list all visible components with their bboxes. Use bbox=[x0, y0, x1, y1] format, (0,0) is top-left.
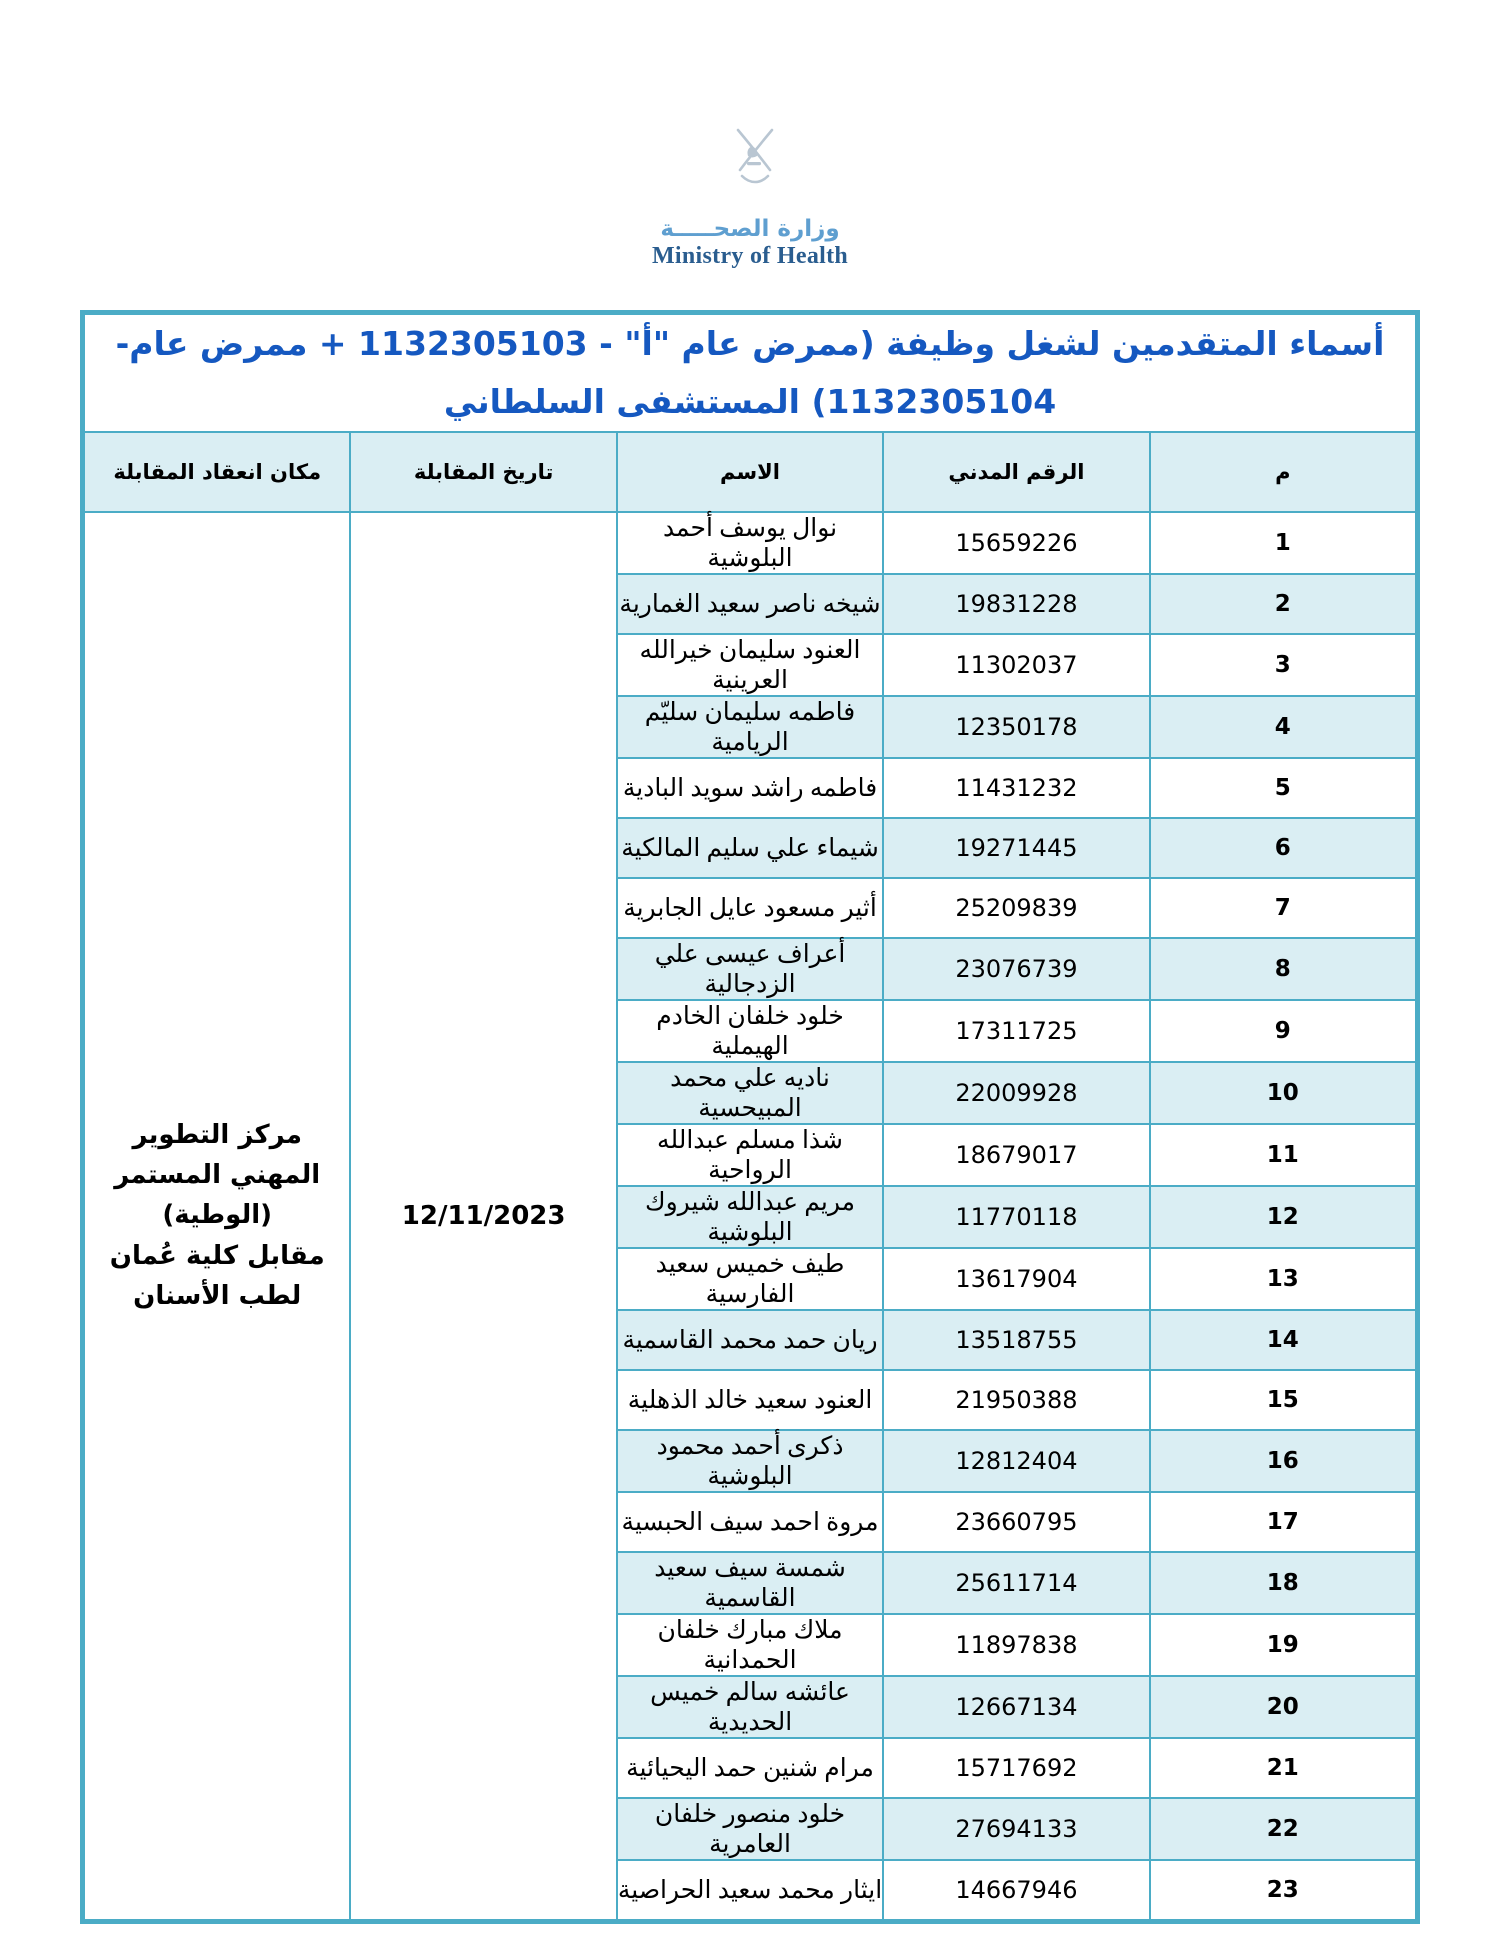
cell-name: العنود سعيد خالد الذهلية bbox=[617, 1370, 883, 1430]
cell-civil-number: 14667946 bbox=[883, 1860, 1149, 1920]
cell-civil-number: 23660795 bbox=[883, 1492, 1149, 1552]
cell-index: 6 bbox=[1150, 818, 1416, 878]
cell-name: ايثار محمد سعيد الحراصية bbox=[617, 1860, 883, 1920]
cell-civil-number: 25209839 bbox=[883, 878, 1149, 938]
cell-name: ذكرى أحمد محمود البلوشية bbox=[617, 1430, 883, 1492]
cell-index: 2 bbox=[1150, 574, 1416, 634]
table-row bbox=[84, 512, 1416, 574]
cell-civil-number: 19831228 bbox=[883, 574, 1149, 634]
cell-civil-number: 13617904 bbox=[883, 1248, 1149, 1310]
logo-arabic-text: وزارة الصحـــــة bbox=[660, 216, 840, 242]
interview-place-line: مركز التطوير المهني المستمر bbox=[114, 1119, 321, 1191]
applicants-table-body bbox=[84, 512, 1416, 1920]
cell-index: 12 bbox=[1150, 1186, 1416, 1248]
cell-interview-date: 12/11/2023 bbox=[350, 512, 616, 1920]
cell-index: 22 bbox=[1150, 1798, 1416, 1860]
cell-index: 10 bbox=[1150, 1062, 1416, 1124]
cell-civil-number: 25611714 bbox=[883, 1552, 1149, 1614]
cell-civil-number: 11897838 bbox=[883, 1614, 1149, 1676]
cell-index: 17 bbox=[1150, 1492, 1416, 1552]
cell-name: أعراف عيسى علي الزدجالية bbox=[617, 938, 883, 1000]
cell-civil-number: 12812404 bbox=[883, 1430, 1149, 1492]
cell-civil-number: 22009928 bbox=[883, 1062, 1149, 1124]
cell-civil-number: 19271445 bbox=[883, 818, 1149, 878]
cell-index: 3 bbox=[1150, 634, 1416, 696]
cell-civil-number: 11431232 bbox=[883, 758, 1149, 818]
cell-name: أثير مسعود عايل الجابرية bbox=[617, 878, 883, 938]
cell-name: عائشه سالم خميس الحديدية bbox=[617, 1676, 883, 1738]
cell-index: 1 bbox=[1150, 512, 1416, 574]
page-title: أسماء المتقدمين لشغل وظيفة (ممرض عام "أ" - 1132305103 + ممرض عام- 1132305104) المستشفى السلطاني bbox=[84, 314, 1416, 432]
cell-name: مريم عبدالله شيروك البلوشية bbox=[617, 1186, 883, 1248]
cell-civil-number: 17311725 bbox=[883, 1000, 1149, 1062]
cell-civil-number: 21950388 bbox=[883, 1370, 1149, 1430]
cell-index: 4 bbox=[1150, 696, 1416, 758]
cell-index: 16 bbox=[1150, 1430, 1416, 1492]
cell-civil-number: 27694133 bbox=[883, 1798, 1149, 1860]
cell-name: شذا مسلم عبدالله الرواحية bbox=[617, 1124, 883, 1186]
cell-name: نوال يوسف أحمد البلوشية bbox=[617, 512, 883, 574]
cell-civil-number: 13518755 bbox=[883, 1310, 1149, 1370]
cell-interview-place bbox=[84, 512, 350, 1920]
cell-civil-number: 23076739 bbox=[883, 938, 1149, 1000]
column-header-name: الاسم bbox=[617, 432, 883, 512]
cell-name: مرام شنين حمد اليحيائية bbox=[617, 1738, 883, 1798]
cell-index: 7 bbox=[1150, 878, 1416, 938]
cell-civil-number: 11770118 bbox=[883, 1186, 1149, 1248]
cell-name: خلود منصور خلفان العامرية bbox=[617, 1798, 883, 1860]
column-header-interview-date: تاريخ المقابلة bbox=[350, 432, 616, 512]
cell-index: 18 bbox=[1150, 1552, 1416, 1614]
cell-index: 14 bbox=[1150, 1310, 1416, 1370]
moh-crescent-khanjar-icon bbox=[690, 96, 810, 216]
cell-name: العنود سليمان خيرالله العرينية bbox=[617, 634, 883, 696]
cell-civil-number: 15717692 bbox=[883, 1738, 1149, 1798]
cell-name: ريان حمد محمد القاسمية bbox=[617, 1310, 883, 1370]
cell-index: 15 bbox=[1150, 1370, 1416, 1430]
title-row bbox=[84, 314, 1416, 432]
logo-english-text: Ministry of Health bbox=[651, 243, 849, 269]
table-header-row bbox=[84, 432, 1416, 512]
cell-index: 13 bbox=[1150, 1248, 1416, 1310]
cell-name: شمسة سيف سعيد القاسمية bbox=[617, 1552, 883, 1614]
cell-name: خلود خلفان الخادم الهيملية bbox=[617, 1000, 883, 1062]
cell-index: 20 bbox=[1150, 1676, 1416, 1738]
cell-index: 19 bbox=[1150, 1614, 1416, 1676]
cell-civil-number: 15659226 bbox=[883, 512, 1149, 574]
cell-index: 9 bbox=[1150, 1000, 1416, 1062]
cell-civil-number: 11302037 bbox=[883, 634, 1149, 696]
interview-place-line: مقابل كلية عُمان لطب الأسنان bbox=[109, 1240, 325, 1311]
cell-name: ناديه علي محمد المبيحسية bbox=[617, 1062, 883, 1124]
cell-name: فاطمه راشد سويد البادية bbox=[617, 758, 883, 818]
cell-name: طيف خميس سعيد الفارسية bbox=[617, 1248, 883, 1310]
cell-index: 5 bbox=[1150, 758, 1416, 818]
ministry-logo-block bbox=[0, 0, 1500, 268]
cell-civil-number: 18679017 bbox=[883, 1124, 1149, 1186]
cell-name: شيخه ناصر سعيد الغمارية bbox=[617, 574, 883, 634]
cell-index: 23 bbox=[1150, 1860, 1416, 1920]
cell-civil-number: 12350178 bbox=[883, 696, 1149, 758]
cell-name: مروة احمد سيف الحبسية bbox=[617, 1492, 883, 1552]
cell-civil-number: 12667134 bbox=[883, 1676, 1149, 1738]
cell-name: شيماء علي سليم المالكية bbox=[617, 818, 883, 878]
applicants-table bbox=[83, 313, 1417, 1921]
cell-index: 11 bbox=[1150, 1124, 1416, 1186]
applicants-table-container bbox=[80, 310, 1420, 1924]
column-header-interview-place: مكان انعقاد المقابلة bbox=[84, 432, 350, 512]
cell-index: 21 bbox=[1150, 1738, 1416, 1798]
cell-name: ملاك مبارك خلفان الحمدانية bbox=[617, 1614, 883, 1676]
cell-index: 8 bbox=[1150, 938, 1416, 1000]
interview-place-line: (الوطية) bbox=[162, 1200, 273, 1231]
column-header-civil-number: الرقم المدني bbox=[883, 432, 1149, 512]
cell-name: فاطمه سليمان سليّم الريامية bbox=[617, 696, 883, 758]
column-header-index: م bbox=[1150, 432, 1416, 512]
